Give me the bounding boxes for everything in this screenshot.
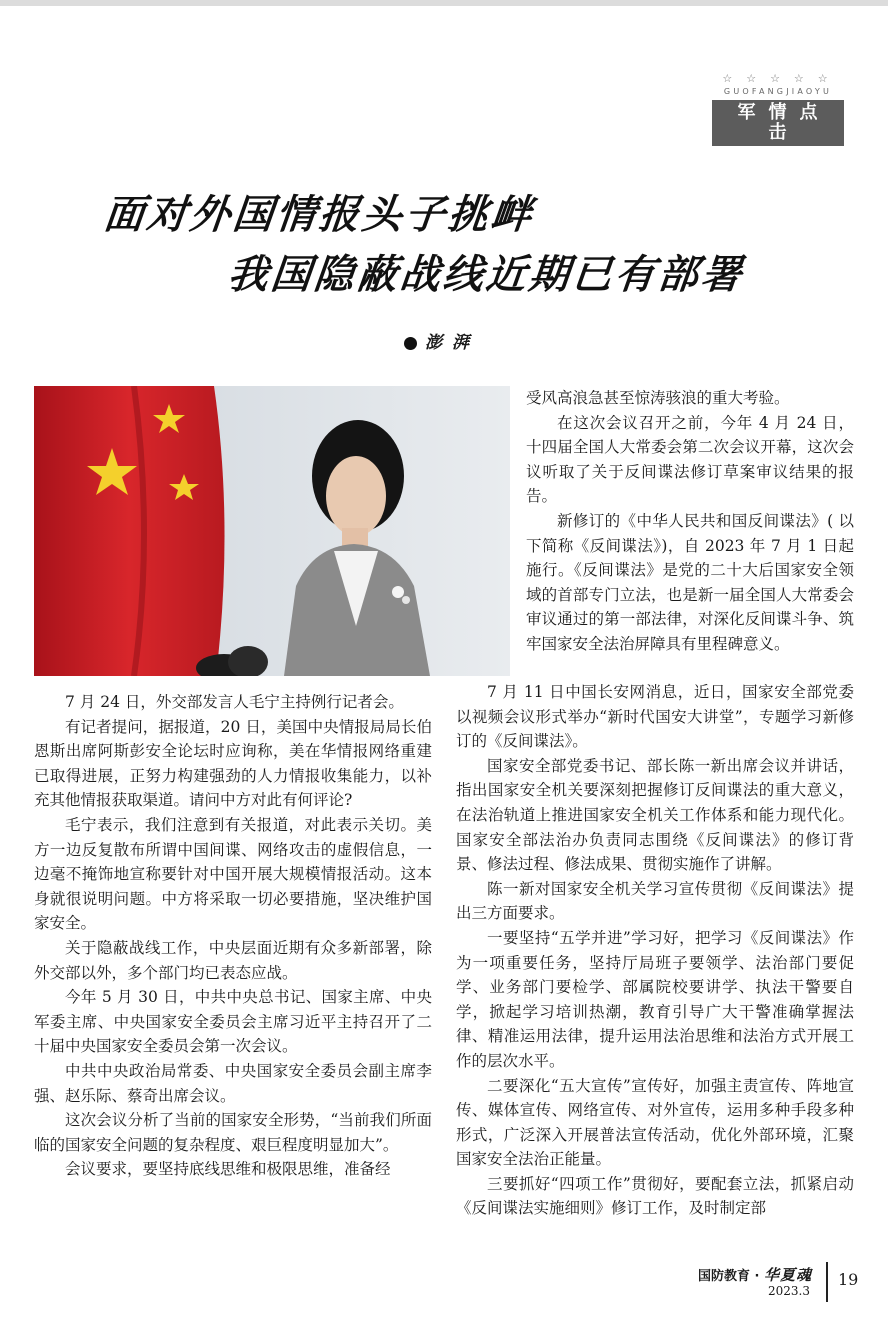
section-tag-label: 军情点击 bbox=[712, 100, 844, 146]
issue-number: 2023.3 bbox=[768, 1284, 810, 1298]
paragraph: 中共中央政治局常委、中央国家安全委员会副主席李强、赵乐际、蔡奇出席会议。 bbox=[34, 1061, 432, 1105]
article-photo bbox=[34, 386, 510, 676]
paragraph: 有记者提问，据报道，20 日，美国中央情报局局长伯恩斯出席阿斯彭安全论坛时应询称，美在华情报网络重建已取得进展，正努力构建强劲的人力情报收集能力，以补充其他情报获取渠道。请问中方对此有何评论? bbox=[34, 717, 432, 810]
footer-divider bbox=[826, 1262, 828, 1302]
paragraph: 毛宁表示，我们注意到有关报道，对此表示关切。美方一边反复散布所谓中国间谍、网络攻击的虚假信息，一边毫不掩饰地宣称要针对中国开展大规模情报活动。这本身就很说明问题。中方将采取一切必要措施，坚决维护国家安全。 bbox=[34, 815, 432, 933]
paragraph: 7 月 11 日中国长安网消息，近日，国家安全部党委以视频会议形式举办“新时代国安大讲堂”，专题学习新修订的《反间谍法》。 bbox=[456, 683, 854, 751]
body-column-left bbox=[34, 690, 432, 1182]
body-column-right bbox=[456, 680, 854, 1221]
paragraph: 三要抓好“四项工作”贯彻好，要配套立法，抓紧启动《反间谍法实施细则》修订工作，及时制定部 bbox=[456, 1174, 854, 1218]
paragraph: 7 月 24 日，外交部发言人毛宁主持例行记者会。 bbox=[65, 693, 404, 711]
paragraph: 在这次会议召开之前，今年 4 月 24 日，十四届全国人大常委会第二次会议开幕，这次会议听取了关于反间谍法修订草案审议结果的报告。 bbox=[526, 413, 854, 506]
magazine-prefix: 国防教育 · bbox=[698, 1269, 764, 1284]
paragraph: 这次会议分析了当前的国家安全形势，“当前我们所面临的国家安全问题的复杂程度、艰巨程度明显加大”。 bbox=[34, 1111, 432, 1154]
photo-press-conference-icon bbox=[34, 386, 510, 676]
headline-line-1: 面对外国情报头子挑衅 bbox=[101, 192, 537, 238]
paragraph: 二要深化“五大宣传”宣传好，加强主责宣传、阵地宣传、媒体宣传、网络宣传、对外宣传，运用多种手段多种形式，广泛深入开展普法宣传活动，优化外部环境，汇聚国家安全法治正能量。 bbox=[456, 1076, 854, 1169]
bullet-icon bbox=[404, 337, 417, 350]
paragraph: 陈一新对国家安全机关学习宣传贯彻《反间谍法》提出三方面要求。 bbox=[456, 879, 854, 923]
author-name: 澎湃 bbox=[425, 333, 479, 353]
body-column-right-top bbox=[526, 386, 854, 657]
paragraph: 会议要求，要坚持底线思维和极限思维，准备经 bbox=[65, 1160, 391, 1179]
star-row: ☆☆☆☆☆ bbox=[722, 72, 842, 85]
headline-line-2: 我国隐蔽战线近期已有部署 bbox=[225, 252, 747, 298]
page-number: 19 bbox=[838, 1270, 859, 1289]
paragraph: 受风高浪急甚至惊涛骇浪的重大考验。 bbox=[526, 389, 790, 407]
paragraph: 新修订的《中华人民共和国反间谍法》( 以下简称《反间谍法》)，自 2023 年 7 月 1 日起施行。《反间谍法》是党的二十大后国家安全领域的首部专门立法，也是新一届全国人大常委会审议通过的第一部法律，对深化反间谍斗争、筑牢国家安全法治屏障具有里程碑意义。 bbox=[526, 511, 854, 653]
section-pinyin: GUOFANGJIAOYU bbox=[723, 87, 833, 96]
paragraph: 一要坚持“五学并进”学习好，把学习《反间谍法》作为一项重要任务，坚持厅局班子要领学、法治部门要促学、业务部门要检学、部属院校要讲学、执法干警要自学，掀起学习培训热潮，教育引导广大干警准确掌握法律、精准运用法律，提升运用法治思维和法治方式开展工作的层次水平。 bbox=[456, 928, 854, 1070]
paragraph: 今年 5 月 30 日，中共中央总书记、国家主席、中央军委主席、中央国家安全委员会主席习近平主持召开了二十届中央国家安全委员会第一次会议。 bbox=[34, 988, 432, 1056]
paragraph: 国家安全部党委书记、部长陈一新出席会议并讲话，指出国家安全机关要深刻把握修订反间谍法的重大意义，在法治轨道上推进国家安全机关工作体系和能力现代化。国家安全部法治办负责同志围绕《反间谍法》的修订背景、修法过程、修法成果、贯彻实施作了讲解。 bbox=[456, 756, 854, 874]
magazine-title: 华夏魂 bbox=[764, 1266, 813, 1284]
top-border bbox=[0, 0, 888, 6]
byline bbox=[404, 328, 479, 353]
section-header bbox=[712, 72, 844, 146]
magazine-name bbox=[698, 1264, 812, 1285]
paragraph: 关于隐蔽战线工作，中央层面近期有众多新部署，除外交部以外，多个部门均已表态应战。 bbox=[34, 938, 432, 982]
